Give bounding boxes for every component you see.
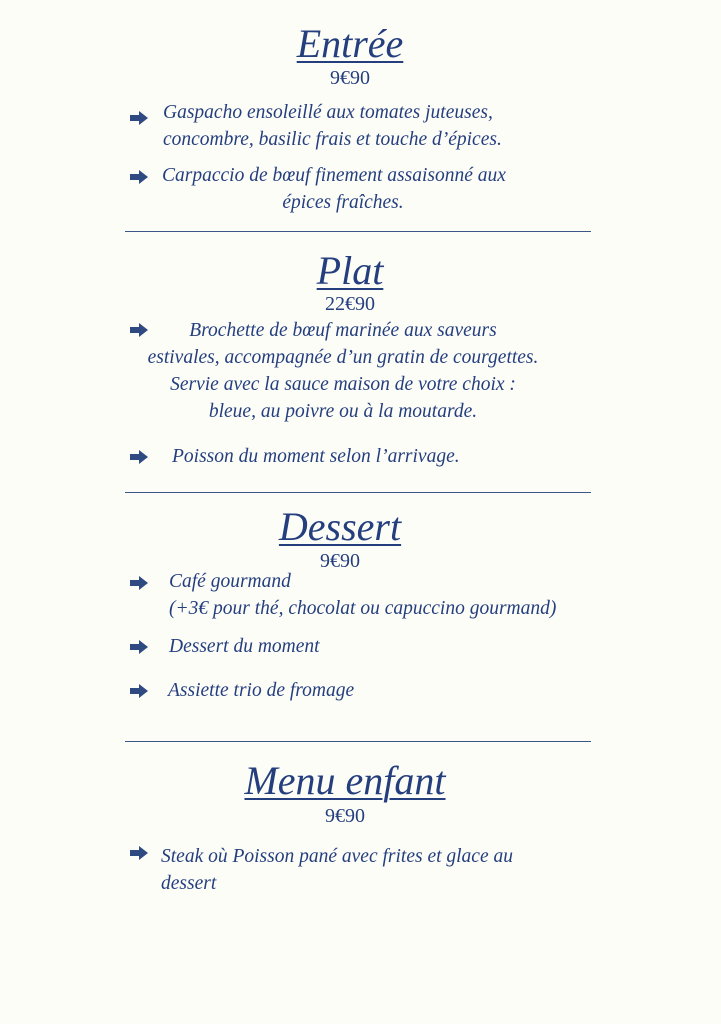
arrow-bullet-icon xyxy=(130,450,148,464)
section-price-entree: 9€90 xyxy=(330,67,370,89)
menu-item-line: estivales, accompagnée d’un gratin de courgettes. xyxy=(147,347,539,368)
arrow-bullet-icon xyxy=(130,640,148,654)
section-title-plat: Plat xyxy=(316,248,384,293)
menu-item-line: Poisson du moment selon l’arrivage. xyxy=(172,446,460,467)
menu-item-line: Brochette de bœuf marinée aux saveurs xyxy=(189,320,497,341)
arrow-bullet-icon xyxy=(130,684,148,698)
menu-item-line: Servie avec la sauce maison de votre choix : xyxy=(170,374,516,395)
section-title-dessert: Dessert xyxy=(278,504,402,549)
menu-item-line: épices fraîches. xyxy=(282,192,404,213)
menu-item-line: Gaspacho ensoleillé aux tomates juteuses, xyxy=(163,102,493,123)
section-price-menu-enfant: 9€90 xyxy=(325,805,365,827)
section-price-plat: 22€90 xyxy=(325,293,375,315)
divider xyxy=(125,231,591,232)
section-title-entree: Entrée xyxy=(296,21,404,66)
menu-item-line: dessert xyxy=(161,873,217,894)
menu-item-line: Assiette trio de fromage xyxy=(168,680,355,701)
menu-item-line: Dessert du moment xyxy=(169,636,320,657)
arrow-bullet-icon xyxy=(130,846,148,860)
arrow-bullet-icon xyxy=(130,576,148,590)
divider xyxy=(125,741,591,742)
menu-item-line: concombre, basilic frais et touche d’épices. xyxy=(163,129,502,150)
menu-item-line: bleue, au poivre ou à la moutarde. xyxy=(208,401,478,422)
section-title-menu-enfant: Menu enfant xyxy=(244,758,446,803)
divider xyxy=(125,492,591,493)
menu-item-line: Carpaccio de bœuf finement assaisonné aux xyxy=(162,165,506,186)
arrow-bullet-icon xyxy=(130,111,148,125)
menu-item-line: Steak où Poisson pané avec frites et glace au xyxy=(161,846,513,867)
menu-item-line: Café gourmand xyxy=(169,571,291,592)
menu-item-line: (+3€ pour thé, chocolat ou capuccino gourmand) xyxy=(169,598,557,619)
arrow-bullet-icon xyxy=(130,170,148,184)
section-price-dessert: 9€90 xyxy=(320,550,360,572)
